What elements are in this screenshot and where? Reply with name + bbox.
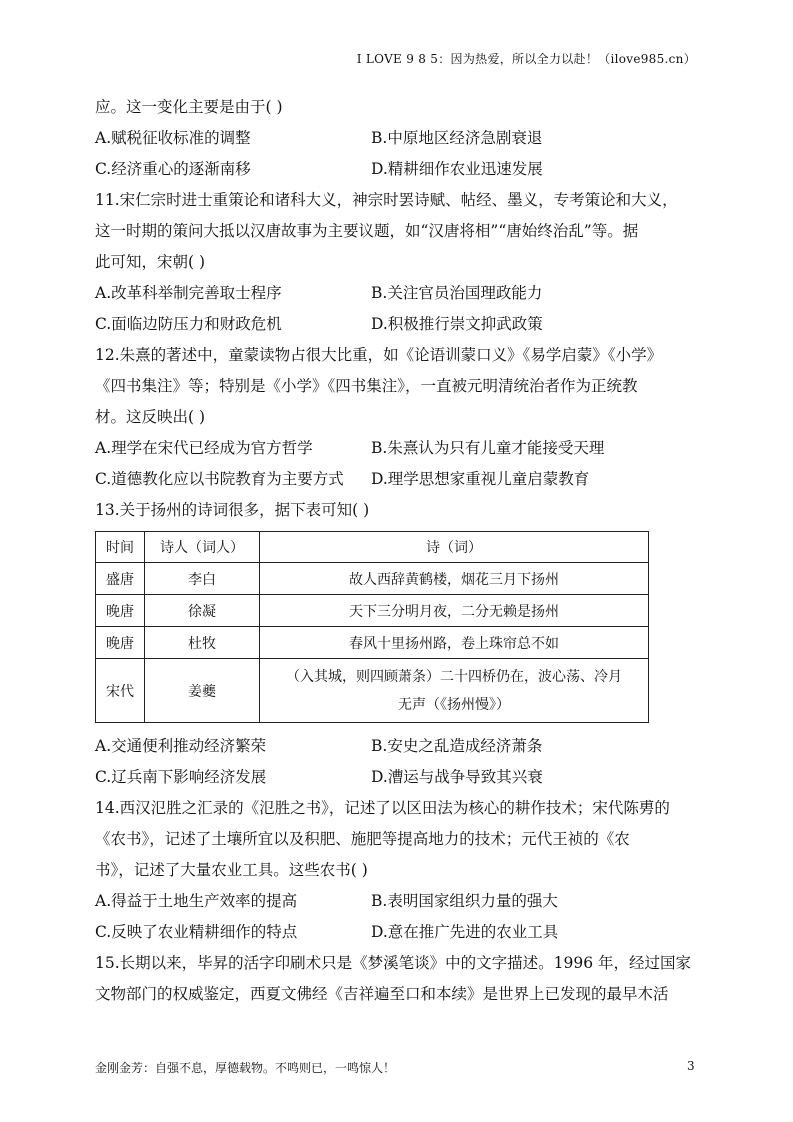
poem-line: （入其城，则四顾萧条）二十四桥仍在，波心荡、冷月: [286, 668, 622, 685]
page-header: I LOVE 9 8 5：因为热爱，所以全力以赴！（ilove985.cn）: [356, 52, 696, 66]
question-text: 这一时期的策问大抵以汉唐故事为主要议题，如“汉唐将相”“唐始终治乱”等。据: [95, 222, 639, 240]
page-footer: 金刚金芳：自强不息，厚德载物。不鸣则已，一鸣惊人！: [95, 1061, 396, 1075]
table-cell: 春风十里扬州路，卷上珠帘总不如: [260, 627, 649, 659]
question-text: 此可知，宋朝( ): [95, 253, 206, 271]
poem-table: [95, 531, 649, 723]
question-text: 12.朱熹的著述中，童蒙读物占很大比重，如《论语训蒙口义》《易学启蒙》《小学》: [95, 346, 663, 364]
table-header-row: [96, 532, 649, 563]
option-d: D.精耕细作农业迅速发展: [371, 160, 543, 178]
option-c: C.反映了农业精耕细作的特点: [95, 923, 298, 941]
table-cell: [260, 659, 649, 723]
option-c: C.经济重心的逐渐南移: [95, 160, 251, 178]
question-text: 14.西汉氾胜之汇录的《氾胜之书》，记述了以区田法为核心的耕作技术；宋代陈旉的: [95, 799, 670, 817]
option-c: C.道德教化应以书院教育为主要方式: [95, 470, 344, 488]
option-b: B.表明国家组织力量的强大: [371, 892, 558, 910]
table-header-cell: 诗（词）: [260, 532, 649, 563]
table-cell: 姜夔: [145, 659, 260, 723]
option-a: A.理学在宋代已经成为官方哲学: [95, 439, 313, 457]
table-row: [96, 595, 649, 627]
question-text: 文物部门的权威鉴定，西夏文佛经《吉祥遍至口和本续》是世界上已发现的最早木活: [95, 985, 669, 1003]
table-cell: 徐凝: [145, 595, 260, 627]
option-c: C.辽兵南下影响经济发展: [95, 768, 267, 786]
question-text: 《农书》，记述了土壤所宜以及积肥、施肥等提高地力的技术；元代王祯的《农: [95, 830, 630, 848]
option-d: D.意在推广先进的农业工具: [371, 923, 559, 941]
option-a: A.赋税征收标准的调整: [95, 129, 251, 147]
question-text: 书》，记述了大量农业工具。这些农书( ): [95, 861, 368, 879]
question-text: 11.宋仁宗时进士重策论和诸科大义，神宗时罢诗赋、帖经、墨义，专考策论和大义，: [95, 191, 678, 209]
option-b: B.关注官员治国理政能力: [371, 284, 543, 302]
table-cell: 晚唐: [96, 627, 145, 659]
question-text: 13.关于扬州的诗词很多，据下表可知( ): [95, 501, 370, 519]
table-row: [96, 627, 649, 659]
option-a: A.交通便利推动经济繁荣: [95, 737, 267, 755]
question-text: 15.长期以来，毕昇的活字印刷术只是《梦溪笔谈》中的文字描述。1996 年，经过国家: [95, 954, 692, 972]
option-d: D.漕运与战争导致其兴衰: [371, 768, 543, 786]
table-header-cell: 诗人（词人）: [145, 532, 260, 563]
option-a: A.改革科举制完善取士程序: [95, 284, 282, 302]
option-c: C.面临边防压力和财政危机: [95, 315, 282, 333]
table-header-cell: 时间: [96, 532, 145, 563]
table-cell: 杜牧: [145, 627, 260, 659]
page-number: 3: [687, 1059, 695, 1073]
table-cell: 李白: [145, 563, 260, 595]
question-text: 应。这一变化主要是由于( ): [95, 98, 283, 116]
option-d: D.积极推行崇文抑武政策: [371, 315, 543, 333]
option-d: D.理学思想家重视儿童启蒙教育: [371, 470, 590, 488]
poem-line: 无声（《扬州慢》）: [398, 696, 510, 713]
table-cell: 宋代: [96, 659, 145, 723]
table-cell: 晚唐: [96, 595, 145, 627]
question-text: 材。这反映出( ): [95, 408, 206, 426]
table-row: [96, 659, 649, 723]
option-a: A.得益于土地生产效率的提高: [95, 892, 298, 910]
table-row: [96, 563, 649, 595]
option-b: B.中原地区经济急剧衰退: [371, 129, 543, 147]
question-text: 《四书集注》等；特别是《小学》《四书集注》，一直被元明清统治者作为正统教: [95, 377, 638, 395]
table-cell: 故人西辞黄鹤楼，烟花三月下扬州: [260, 563, 649, 595]
table-cell: 天下三分明月夜，二分无赖是扬州: [260, 595, 649, 627]
option-b: B.安史之乱造成经济萧条: [371, 737, 543, 755]
table-cell: 盛唐: [96, 563, 145, 595]
option-b: B.朱熹认为只有儿童才能接受天理: [371, 439, 605, 457]
